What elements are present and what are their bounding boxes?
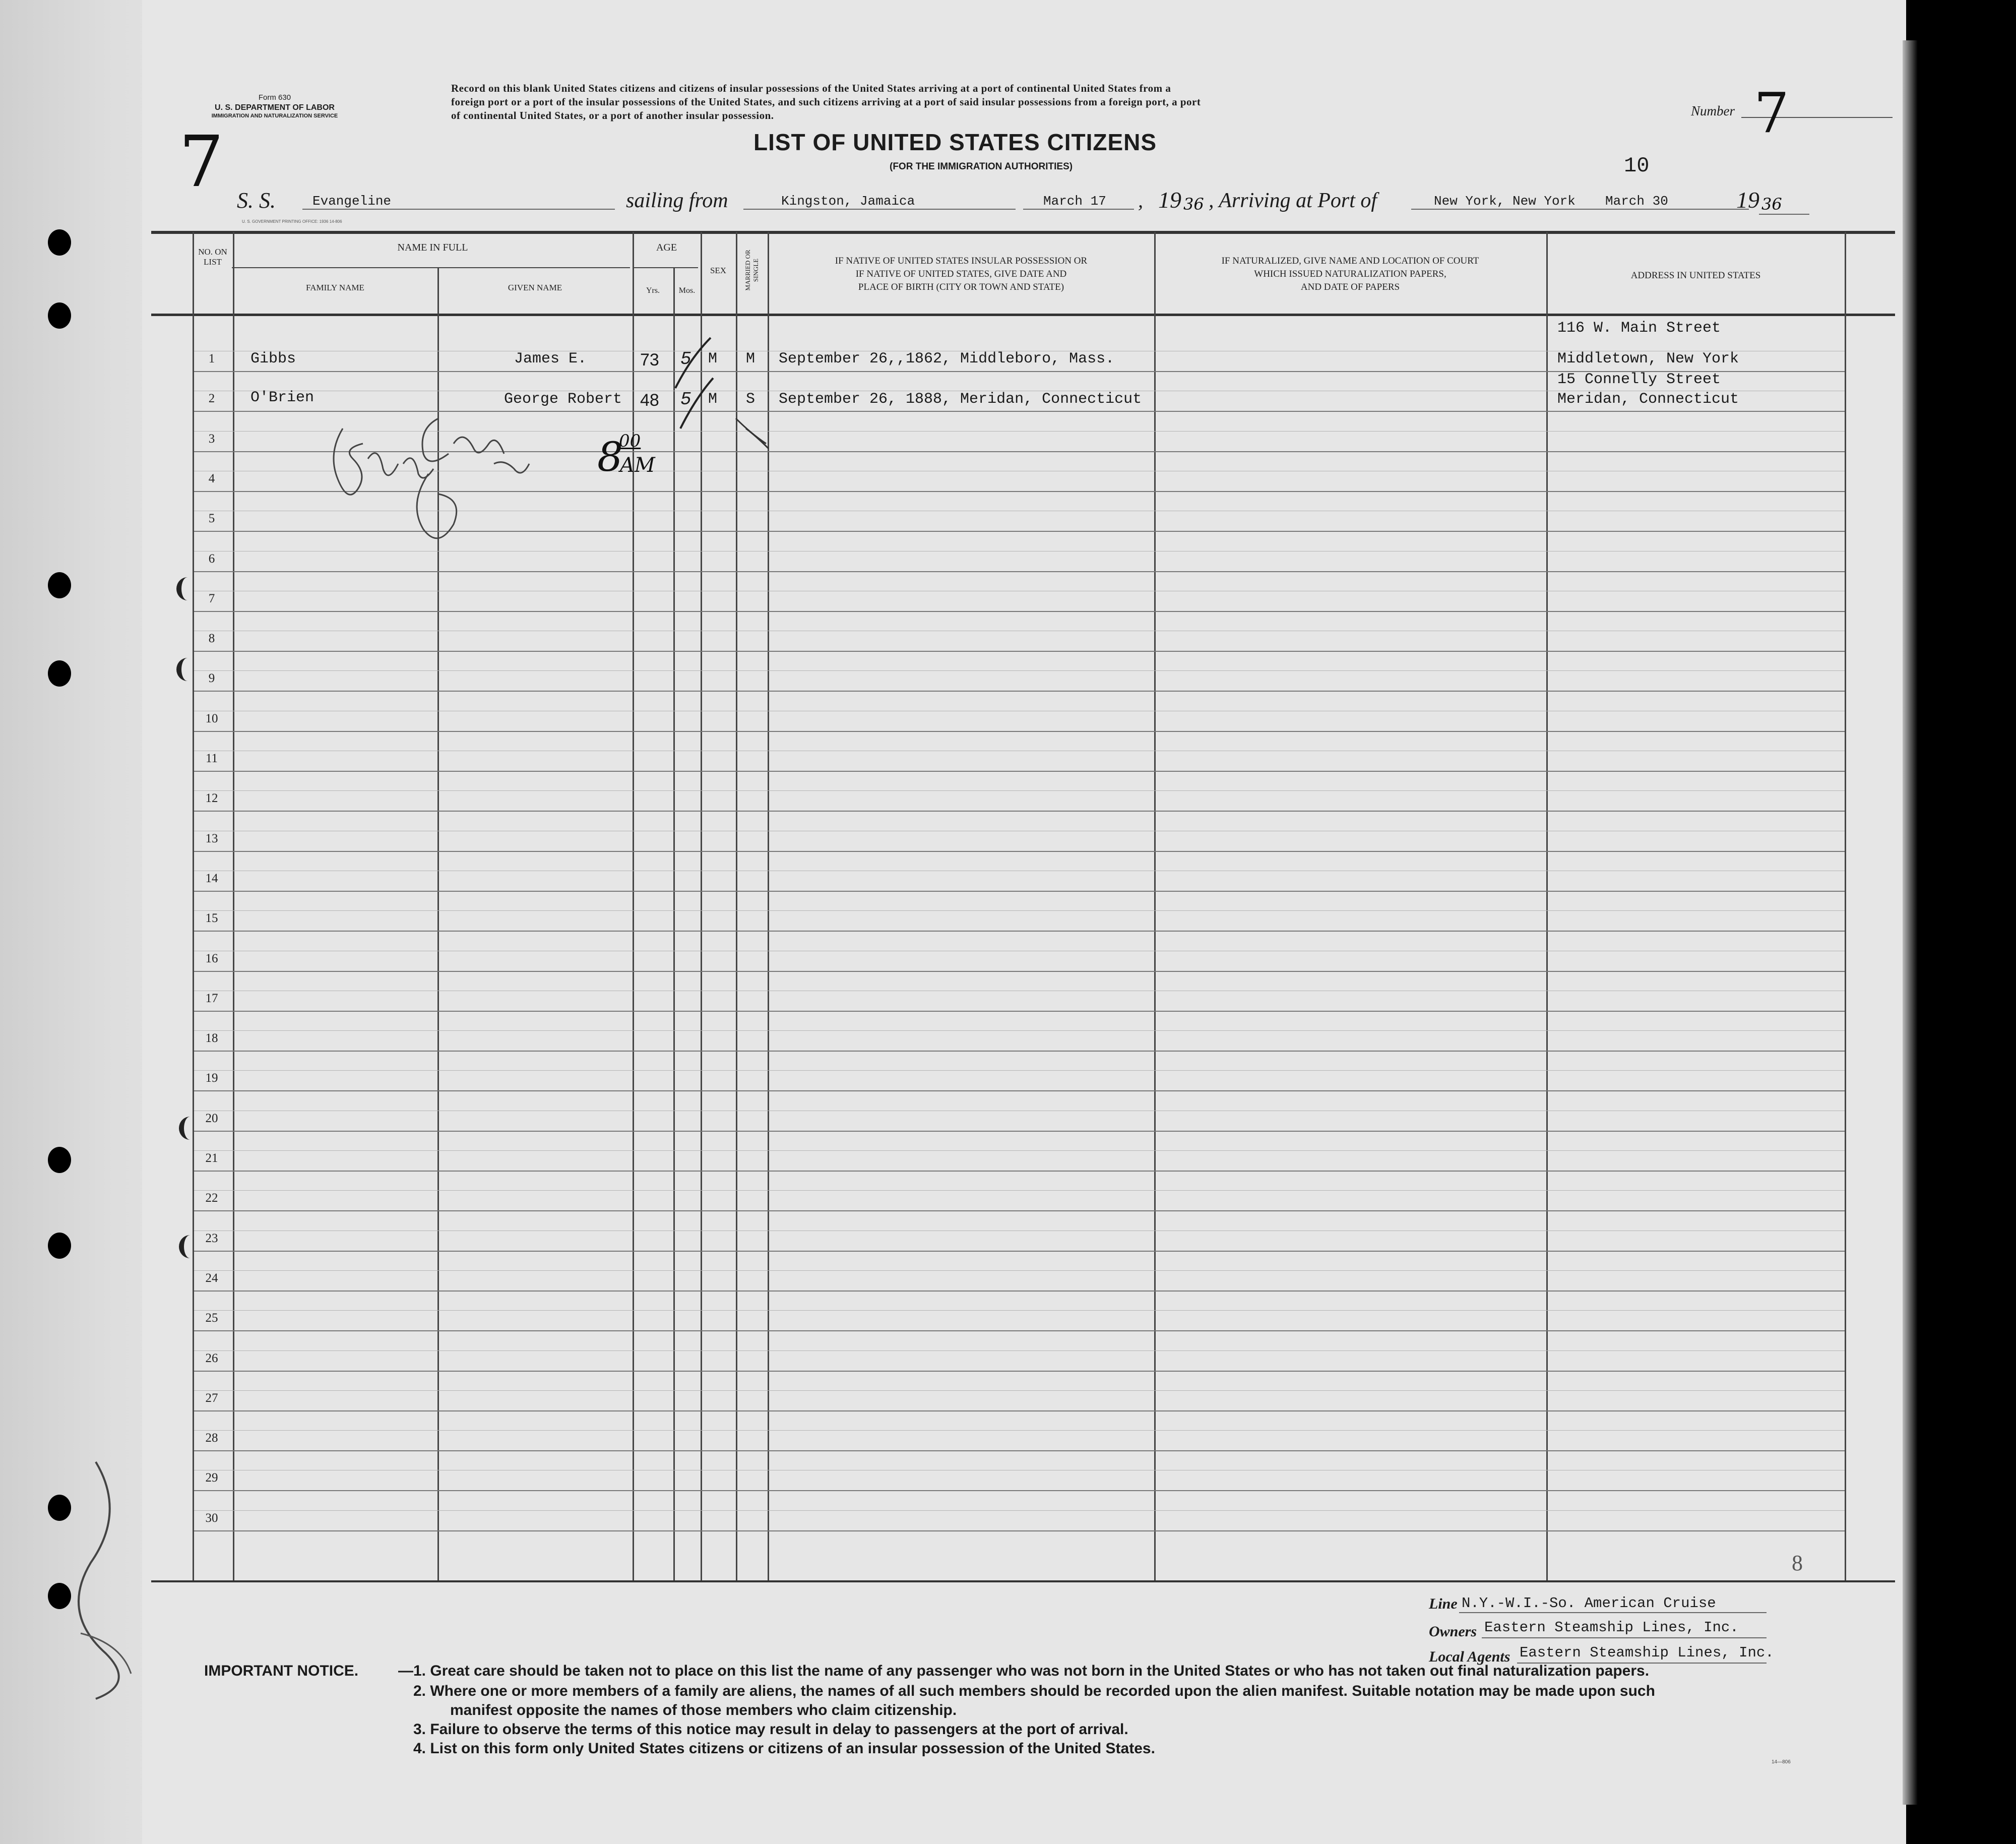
from-underline: [743, 209, 1016, 210]
passenger-1-sex: M: [708, 350, 718, 367]
row-number: 14: [205, 871, 218, 885]
row-number: 10: [205, 711, 218, 725]
row-number: 9: [208, 671, 215, 686]
ship-underline: [302, 209, 615, 210]
arrival-underline: [1411, 209, 1749, 210]
row-number: 13: [205, 831, 218, 845]
passenger-1-age-mos: 5: [680, 349, 691, 370]
table-row-guide: [194, 1070, 1845, 1071]
departure-date: March 17: [1043, 194, 1106, 209]
row-number: 8: [208, 632, 215, 646]
notice-3: 3. Failure to observe the terms of this notice may result in delay to passengers at the port of arrival.: [413, 1721, 1128, 1738]
table-row: [194, 731, 1845, 732]
table-row: [194, 1251, 1845, 1252]
table-row: [194, 1090, 1845, 1091]
table-bottom-border: [151, 1580, 1895, 1582]
table-row: [194, 1530, 1845, 1531]
row-number: 19: [205, 1071, 218, 1085]
row-number: 20: [205, 1111, 218, 1125]
row-number: 17: [205, 991, 218, 1005]
table-row-guide: [194, 1270, 1845, 1271]
row-number: 26: [205, 1351, 218, 1365]
table-row: [194, 771, 1845, 772]
col-head-naturalized-line-3: AND DATE OF PAPERS: [1300, 282, 1400, 292]
table-row: [194, 931, 1845, 932]
table-row: [194, 1410, 1845, 1411]
col-head-married: MARRIED OR SINGLE: [744, 250, 760, 291]
passenger-1-address-line-1: 116 W. Main Street: [1557, 320, 1721, 337]
passenger-2-sex: M: [708, 391, 718, 408]
col-head-name-in-full: NAME IN FULL: [397, 242, 468, 253]
table-row-guide: [194, 910, 1845, 911]
col-head-no: NO. ON LIST: [198, 247, 227, 267]
line-value: N.Y.-W.I.-So. American Cruise: [1462, 1595, 1716, 1612]
col-head-naturalized-line-2: WHICH ISSUED NATURALIZATION PAPERS,: [1254, 269, 1446, 279]
table-row: [194, 1330, 1845, 1331]
number-handwritten: 7: [1754, 81, 1789, 145]
col-head-birth-line-2: IF NATIVE OF UNITED STATES, GIVE DATE AND: [855, 269, 1067, 279]
number-label: Number: [1691, 103, 1735, 118]
row-number: 27: [205, 1391, 218, 1405]
table-row: [194, 1290, 1845, 1292]
table-row: [194, 691, 1845, 692]
col-head-birth-line-3: PLACE OF BIRTH (CITY OR TOWN AND STATE): [858, 282, 1064, 292]
printer-line: U. S. GOVERNMENT PRINTING OFFICE: 1936 14-806: [242, 219, 342, 224]
passenger-1-age-yrs: 73: [640, 350, 659, 370]
table-row-guide: [194, 1190, 1845, 1191]
table-row-guide: [194, 1030, 1845, 1031]
row-number: 6: [208, 551, 215, 566]
ditto-marks: [670, 328, 771, 459]
form-code: 14—806: [1772, 1759, 1791, 1765]
table-row-guide: [194, 1150, 1845, 1151]
table-row: [194, 651, 1845, 652]
row-number: 15: [205, 911, 218, 926]
name-subheader-line: [232, 267, 630, 268]
col-head-sex: SEX: [710, 266, 727, 275]
passenger-2-family-name: O'Brien: [250, 389, 314, 406]
table-row-guide: [194, 1430, 1845, 1431]
col-border-right: [1845, 232, 1846, 1580]
notice-2-continued: manifest opposite the names of those members who claim citizenship.: [450, 1702, 957, 1718]
row-number: 22: [205, 1191, 218, 1205]
col-head-naturalized: [1156, 255, 1544, 294]
table-row: [194, 1371, 1845, 1372]
line-label: Line: [1429, 1595, 1458, 1612]
row-number: 23: [205, 1231, 218, 1245]
passenger-2-age-mos: 5: [680, 389, 691, 410]
row-number: 4: [208, 471, 215, 485]
sailing-label: sailing from: [626, 189, 728, 212]
form-title: LIST OF UNITED STATES CITIZENS: [753, 129, 1157, 155]
notice-2: 2. Where one or more members of a family are aliens, the names of all such members should be recorded upon the alien manifest. Suitable notation may be made upon such: [413, 1683, 1655, 1699]
service-name: IMMIGRATION AND NATURALIZATION SERVICE: [211, 113, 338, 119]
notice-title: IMPORTANT NOTICE.: [204, 1663, 359, 1679]
departure-year: 36: [1183, 195, 1204, 214]
punch-hole: [48, 302, 71, 329]
time-hour: 8: [597, 434, 623, 480]
line-underline: [1459, 1612, 1767, 1613]
col-head-age: AGE: [656, 242, 677, 253]
row-number: 24: [205, 1271, 218, 1285]
margin-mark-handwritten: 7: [179, 121, 224, 203]
scan-border-right: [1906, 0, 2016, 1844]
passenger-1-given-name: James E.: [514, 350, 587, 367]
passenger-1-marital: M: [746, 350, 755, 367]
table-row: [194, 1011, 1845, 1012]
table-row: [194, 1490, 1845, 1491]
col-head-naturalized-line-1: IF NATURALIZED, GIVE NAME AND LOCATION OF COURT: [1221, 256, 1479, 266]
row-number: 1: [208, 352, 215, 365]
col-head-family-name: FAMILY NAME: [306, 283, 364, 292]
col-head-birth-line-1: IF NATIVE OF UNITED STATES INSULAR POSSESSION OR: [835, 256, 1088, 266]
header-bottom-border: [151, 314, 1895, 316]
page-mark: 8: [1792, 1551, 1803, 1575]
table-row: [194, 611, 1845, 612]
paper-right-shadow: [1903, 40, 1918, 1805]
table-row-guide: [194, 790, 1845, 791]
department-name: U. S. DEPARTMENT OF LABOR: [215, 103, 335, 112]
passenger-2-marital: S: [746, 391, 755, 408]
passenger-1-family-name: Gibbs: [250, 350, 296, 367]
row-number: 2: [208, 392, 215, 406]
col-head-yrs: Yrs.: [646, 286, 660, 295]
age-subheader-line: [633, 267, 698, 268]
table-top-border: [151, 231, 1895, 234]
table-row: [194, 1171, 1845, 1172]
row-number: 30: [205, 1511, 218, 1525]
notice-1: —1. Great care should be taken not to place on this list the name of any passenger who was not born in the United States or who has not taken out final naturalization papers.: [398, 1663, 1650, 1679]
table-row: [194, 811, 1845, 812]
table-row: [194, 1131, 1845, 1132]
owners-value: Eastern Steamship Lines, Inc.: [1484, 1619, 1739, 1636]
passenger-2-address-line-1: 15 Connelly Street: [1557, 371, 1721, 388]
row-number: 21: [205, 1151, 218, 1165]
date-comma: ,: [1138, 189, 1143, 212]
col-border-family: [233, 232, 234, 1580]
agents-label: Local Agents: [1429, 1648, 1510, 1665]
date-underline: [1023, 209, 1134, 210]
owners-label: Owners: [1429, 1623, 1477, 1640]
row-number: 11: [205, 752, 218, 765]
punch-hole: [48, 229, 71, 256]
row-number: 16: [205, 951, 218, 965]
table-row: [194, 1450, 1845, 1451]
edge-scribble: [50, 1452, 151, 1704]
row-number: 7: [208, 591, 215, 605]
col-border-naturalized: [1154, 232, 1156, 1580]
col-border-address: [1546, 232, 1548, 1580]
arrival-year: 36: [1761, 195, 1782, 214]
inspector-signature: [323, 398, 539, 560]
col-border-mos: [673, 267, 675, 1580]
passenger-1-address-line-2: Middletown, New York: [1557, 350, 1739, 367]
table-row-guide: [194, 1310, 1845, 1311]
form-subtitle: (FOR THE IMMIGRATION AUTHORITIES): [890, 161, 1073, 172]
sheet-number: 10: [1624, 154, 1650, 178]
agents-value: Eastern Steamship Lines, Inc.: [1520, 1644, 1774, 1661]
instruction-line-3: of continental United States, or a port of another insular possession.: [451, 109, 774, 121]
table-row: [194, 891, 1845, 892]
table-row-guide: [194, 1350, 1845, 1351]
passenger-2-given-name: George Robert: [504, 391, 622, 408]
punch-hole: [48, 572, 71, 598]
arrival-year-prefix: 19: [1736, 187, 1759, 213]
passenger-2-birth: September 26, 1888, Meridan, Connecticut: [779, 391, 1142, 408]
row-number: 25: [205, 1311, 218, 1325]
row-number: 28: [205, 1431, 218, 1445]
table-row-guide: [194, 1510, 1845, 1511]
row-number: 12: [205, 791, 218, 806]
arriving-label: , Arriving at Port of: [1209, 189, 1377, 212]
passenger-1-birth: September 26,,1862, Middleboro, Mass.: [779, 350, 1115, 367]
row-number: 29: [205, 1471, 218, 1485]
ship-name: Evangeline: [312, 194, 392, 209]
ss-label: S. S.: [237, 188, 276, 213]
col-head-birth: [770, 255, 1153, 294]
table-row: [194, 971, 1845, 972]
owners-underline: [1482, 1637, 1767, 1638]
table-row-guide: [194, 670, 1845, 671]
table-row: [194, 1210, 1845, 1211]
instruction-line-2: foreign port or a port of the insular possessions of the United States, and such citizens arriving at a port of said insular possessions from a foreign port, a port: [451, 96, 1201, 108]
col-head-mos: Mos.: [678, 286, 696, 295]
year-prefix: 19: [1158, 187, 1181, 213]
col-head-given-name: GIVEN NAME: [508, 283, 562, 292]
passenger-2-age-yrs: 48: [640, 391, 659, 410]
instruction-line-1: Record on this blank United States citizens and citizens of insular possessions of the United States arriving at a port of continental United States from a: [451, 82, 1171, 94]
arrival-port: New York, New York: [1434, 194, 1576, 209]
punch-hole: [48, 1147, 71, 1173]
arrival-date: March 30: [1605, 194, 1668, 209]
col-head-address: ADDRESS IN UNITED STATES: [1630, 270, 1761, 281]
passenger-2-address-line-2: Meridan, Connecticut: [1557, 391, 1739, 408]
notice-4: 4. List on this form only United States citizens or citizens of an insular possession of the United States.: [413, 1740, 1155, 1757]
table-row-guide: [194, 1390, 1845, 1391]
form-number: Form 630: [258, 93, 291, 102]
arrival-year-underline: [1759, 214, 1809, 215]
table-row: [194, 571, 1845, 572]
time-minutes: 00: [619, 431, 641, 451]
punch-hole: [48, 660, 71, 687]
time-ampm: AM: [620, 454, 655, 477]
table-row: [194, 1051, 1845, 1052]
from-port: Kingston, Jamaica: [781, 194, 915, 209]
punch-hole: [48, 1233, 71, 1259]
table-row: [194, 851, 1845, 852]
row-number: 18: [205, 1031, 218, 1046]
row-number: 3: [208, 432, 215, 446]
row-number: 5: [208, 512, 215, 526]
